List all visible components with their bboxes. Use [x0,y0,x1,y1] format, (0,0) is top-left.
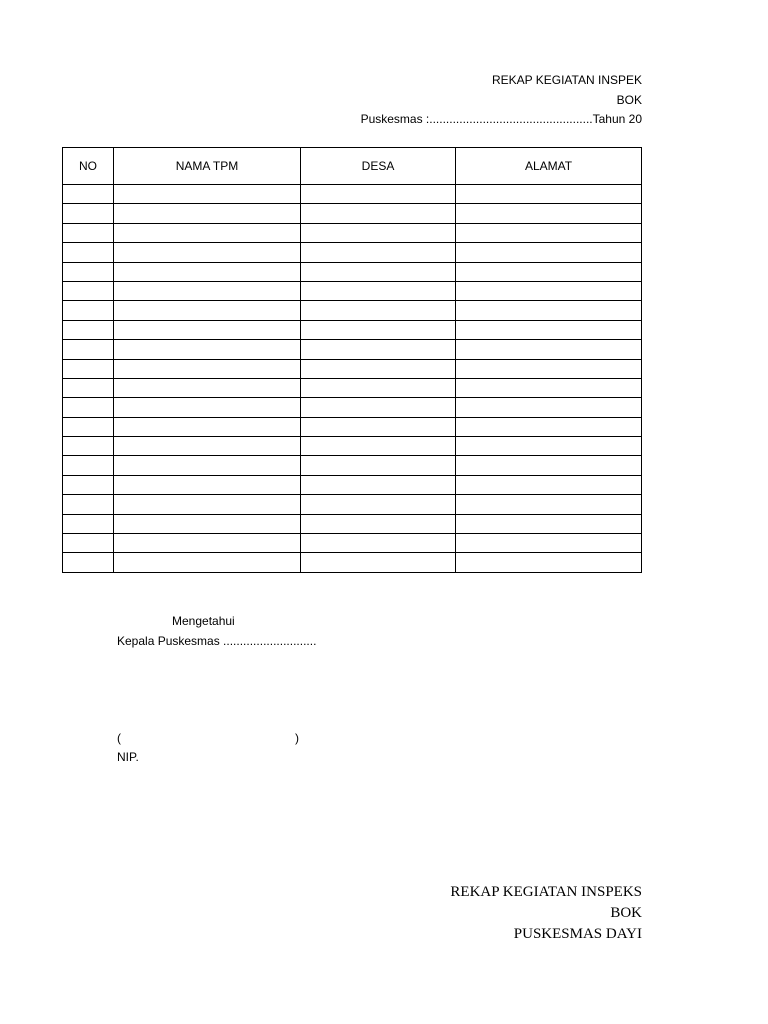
table-cell [63,456,114,475]
table-body [63,185,642,573]
table-cell [63,281,114,300]
table-row [63,320,642,339]
table-cell [301,475,456,494]
table-cell [114,185,301,204]
table-row [63,398,642,417]
table-row [63,378,642,397]
table-cell [301,262,456,281]
table-cell [456,281,642,300]
table-cell [114,378,301,397]
table-cell [301,320,456,339]
table-row [63,340,642,359]
table-row [63,185,642,204]
table-cell [63,378,114,397]
table-cell [63,398,114,417]
footer-puskesmas: PUSKESMAS DAYI [513,926,642,942]
footer-block [0,883,642,953]
table-row [63,243,642,262]
table-cell [456,475,642,494]
table-cell [114,243,301,262]
table-cell [456,417,642,436]
table-cell [456,223,642,242]
table-cell [114,514,301,533]
table-header-row [63,148,642,185]
signature-paren-open: ( [117,731,121,745]
table-cell [63,534,114,553]
footer-title: REKAP KEGIATAN INSPEKS [450,884,642,900]
table-row [63,301,642,320]
table-cell [63,359,114,378]
table-cell [63,204,114,223]
table-cell [301,281,456,300]
table-row [63,534,642,553]
head-of-puskesmas-label: Kepala Puskesmas ............................ [117,634,317,648]
table-cell [456,495,642,514]
table-cell [301,417,456,436]
table-row [63,204,642,223]
table-cell [456,398,642,417]
nip-label: NIP. [117,750,139,764]
table-row [63,359,642,378]
table-cell [456,514,642,533]
table-cell [63,514,114,533]
table-cell [301,495,456,514]
table-cell [301,456,456,475]
table-cell [456,204,642,223]
table-cell [114,553,301,572]
table-row [63,514,642,533]
table-cell [456,262,642,281]
table-cell [63,223,114,242]
table-cell [114,456,301,475]
puskesmas-year-line: Puskesmas :.................................................Tahun 20 [360,112,642,126]
table-cell [114,204,301,223]
table-cell [114,417,301,436]
table-cell [456,553,642,572]
table-cell [301,185,456,204]
table-cell [114,320,301,339]
table-cell [63,340,114,359]
footer-subtitle: BOK [610,905,642,921]
table-row [63,437,642,456]
table-cell [63,185,114,204]
table-cell [63,243,114,262]
table-cell [63,437,114,456]
table-cell [114,301,301,320]
table-cell [301,223,456,242]
acknowledged-label: Mengetahui [172,614,235,628]
column-header-desa: DESA [301,148,456,185]
table-cell [114,262,301,281]
tpm-table [62,147,642,573]
table-cell [63,475,114,494]
table-cell [301,243,456,262]
table-cell [456,301,642,320]
column-header-alamat: ALAMAT [456,148,642,185]
table-cell [456,456,642,475]
table-cell [301,340,456,359]
table-cell [114,475,301,494]
table-cell [63,495,114,514]
header-block [0,72,642,132]
table-cell [63,553,114,572]
table-cell [301,514,456,533]
column-header-no: NO [63,148,114,185]
table-cell [114,223,301,242]
table-row [63,417,642,436]
table-cell [63,262,114,281]
table-cell [456,378,642,397]
table-cell [456,185,642,204]
table-cell [114,398,301,417]
table-row [63,495,642,514]
table-cell [456,320,642,339]
table-cell [114,281,301,300]
table-cell [456,534,642,553]
table-row [63,262,642,281]
table-cell [301,204,456,223]
table-cell [63,320,114,339]
table-cell [456,340,642,359]
signature-paren-close: ) [295,731,299,745]
table-cell [114,359,301,378]
table-cell [114,437,301,456]
table-cell [301,437,456,456]
table-row [63,456,642,475]
table-row [63,281,642,300]
table-row [63,475,642,494]
table-row [63,553,642,572]
table-cell [301,378,456,397]
table-cell [301,553,456,572]
column-header-nama-tpm: NAMA TPM [114,148,301,185]
table-cell [456,437,642,456]
table-cell [114,340,301,359]
table-cell [63,417,114,436]
report-subtitle: BOK [616,93,642,107]
table-cell [114,495,301,514]
table-cell [456,243,642,262]
table-cell [456,359,642,378]
table-cell [301,359,456,378]
table-cell [114,534,301,553]
report-title: REKAP KEGIATAN INSPEK [491,73,642,87]
table-cell [301,398,456,417]
table-cell [301,534,456,553]
table-cell [301,301,456,320]
table-cell [63,301,114,320]
table-row [63,223,642,242]
